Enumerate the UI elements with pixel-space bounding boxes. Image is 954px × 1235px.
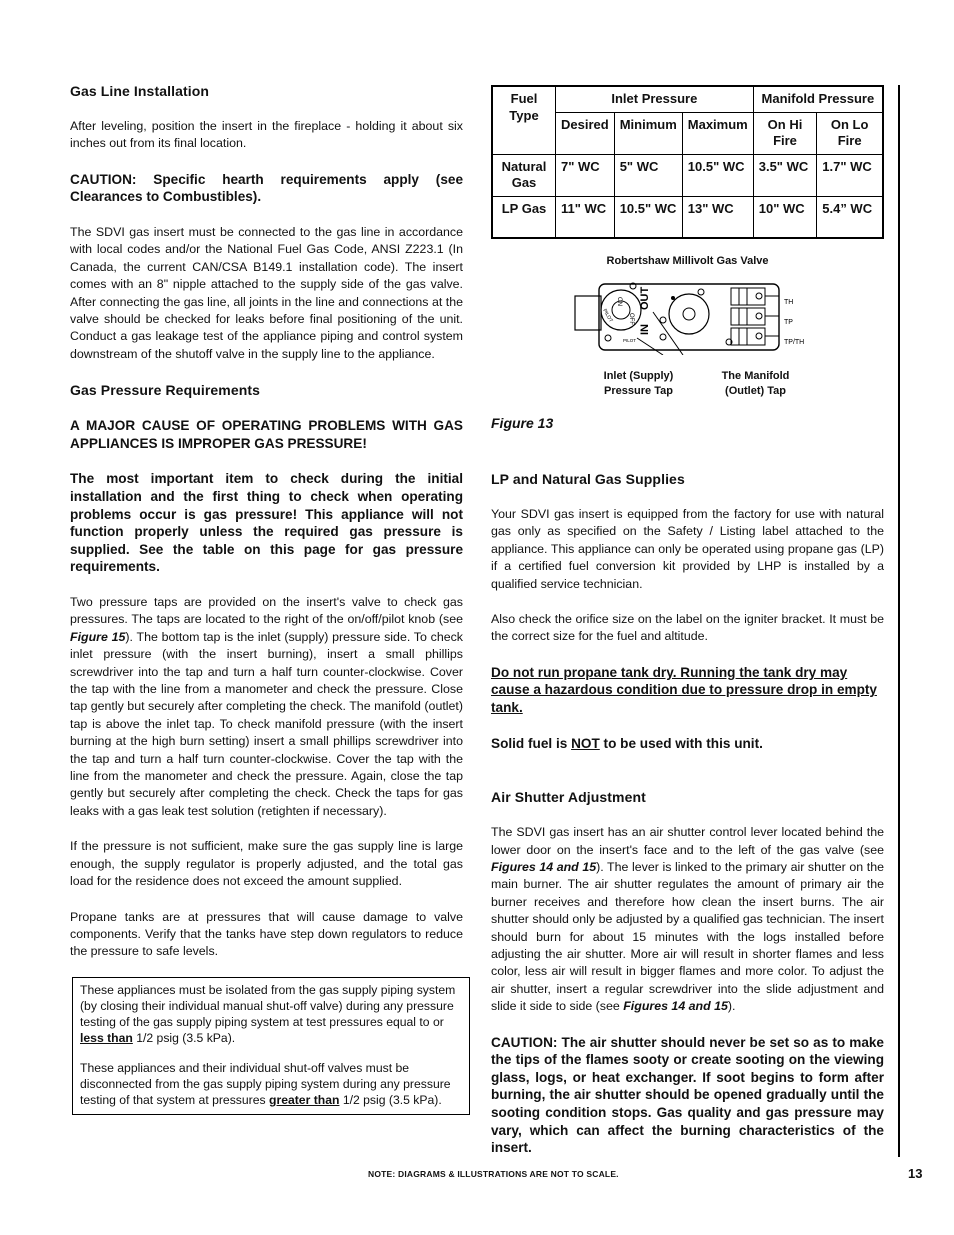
caution-air-shutter: CAUTION: The air shutter should never be set so as to make the tips of the flames sooty or create sooting on the viewing glass, logs, or heat exchanger. If soot begins to form after burning, the air shutter should be opened gradually until the sooting condition stops. Gas quality and gas pressure may vary, which can affect the burning characteristics of the insert. [491,1034,884,1156]
gas-valve-diagram [571,280,811,355]
svg-text:TH: TH [784,299,794,306]
gas-pressure-heading: Gas Pressure Requirements [70,382,261,399]
svg-text:PILOT: PILOT [623,338,637,343]
cell-fuel: LP Gas [492,196,556,238]
cell-desired: 7" WC [556,154,615,196]
cell-on-lo: 5.4” WC [817,196,883,238]
page-number: 13 [908,1166,923,1181]
major-cause-warning: A MAJOR CAUSE OF OPERATING PROBLEMS WITH GAS APPLIANCES IS IMPROPER GAS PRESSURE! [70,418,463,451]
cell-fuel: Natural Gas [492,154,556,196]
figure-title: Robertshaw Millivolt Gas Valve [606,255,769,267]
svg-text:TP/TH: TP/TH [784,339,805,346]
header-inlet-pressure: Inlet Pressure [556,86,754,112]
cell-maximum: 10.5" WC [682,154,753,196]
header-minimum: Minimum [614,112,682,154]
cell-minimum: 10.5" WC [614,196,682,238]
lp-supplies-paragraph: Your SDVI gas insert is equipped from the factory for use with natural gas only as specified on the Safety / Listing label attached to the appliance. This appliance can only be operated using propane gas (LP) if a certified fuel conversion kit provided by LHP is installed by a qualified service technician. [491,507,884,591]
air-shutter-heading: Air Shutter Adjustment [491,789,646,806]
right-text-flow [491,470,884,1157]
header-manifold-pressure: Manifold Pressure [753,86,883,112]
notice-paragraph-2: These appliances and their individual shut-off valves must be disconnected from the gas supply piping system during any pressure testing of that system at pressures greater than 1/2 psig (3.5 kPa). [80,1060,451,1107]
cell-on-lo: 1.7" WC [817,154,883,196]
pressure-taps-paragraph: Two pressure taps are provided on the insert's valve to check gas pressures. The taps are located to the right of the on/off/pilot knob (see Figure 15). The bottom tap is the inlet (supply) pressure side. To check inlet pressure (with the insert burning), insert a small phillips screwdriver into the tap and turn a half turn counter-clockwise. Cover the tap with the line from a manometer and check the pressure. Close tap gently but securely after completing the check. The manifold (outlet) tap is above the inlet tap. To check manifold pressure (with the insert burning at the high burn setting) insert a small phillips screwdriver into the tap and turn a half turn counter-clockwise. Cover the tap with the line from the manometer and check the pressure. Again, close the tap gently but securely after completing the check. Check the taps for gas leaks with a gas leak test solution (retighten if necessary). [70,595,464,818]
propane-tanks-paragraph: Propane tanks are at pressures that will cause damage to valve components. Verify that the tanks have step down regulators to reduce the pressure to safe levels. [70,909,463,959]
cell-maximum: 13" WC [682,196,753,238]
figure-15-reference: Figure 15 [70,629,126,644]
header-fuel-type: Fuel Type [492,86,556,154]
header-on-hi-fire: On Hi Fire [753,112,817,154]
left-column [70,82,463,1115]
gas-line-heading: Gas Line Installation [70,83,210,99]
gas-valve-figure [491,85,884,455]
figure-caption: Figure 13 [491,415,554,431]
gas-line-paragraph: After leveling, position the insert in the fireplace - holding it about six inches out from its final location. [70,119,463,151]
notice-paragraph-1: These appliances must be isolated from the gas supply piping system (by closing their individual manual shut-off valve) during any pressure testing of the gas supply piping system at test pressures equal to or less than 1/2 psig (3.5 kPa). [80,982,456,1045]
svg-text:OUT: OUT [639,286,651,310]
header-on-lo-fire: On Lo Fire [817,112,883,154]
cell-minimum: 5" WC [614,154,682,196]
caution-hearth: CAUTION: Specific hearth requirements apply (see Clearances to Combustibles). [70,171,463,205]
header-maximum: Maximum [682,112,753,154]
lp-natural-gas-heading: LP and Natural Gas Supplies [491,471,685,487]
air-shutter-paragraph: The SDVI gas insert has an air shutter control lever located behind the lower door on the insert's face and to the left of the gas valve (see Figures 14 and 15). The lever is linked to the primary air shutter on the main burner. The air shutter regulates the amount of primary air the burner receives and therefore how clean the insert burns. The air shutter should only be adjusted by a qualified gas technician. The insert should burn for about 15 minutes with the logs installed before adjusting the air shutter. More air will result in shorter flames and less color, less air will result in bigger flames and more color. To adjust the air shutter, insert a regular screwdriver into the slide adjustment and slide it side to side (see Figures 14 and 15). [491,825,884,1014]
cell-on-hi: 10" WC [753,196,817,238]
svg-text:ON: ON [616,297,622,306]
gas-line-connection-paragraph: The SDVI gas insert must be connected to the gas line in accordance with local codes and/or the National Fuel Gas Code, ANSI Z223.1 (In Canada, the current CAN/CSA B149.1 installation code). The insert comes with an 8" nipple attached to the supply side of the gas valve. After connecting the gas line, all joints in the line and connections at the valve should be checked for leaks before final positioning of the unit. Conduct a gas leakage test of the appliance piping and control system downstream of the shutoff valve in the supply line to the appliance. [70,225,463,361]
svg-text:OFF: OFF [628,313,634,325]
orifice-paragraph: Also check the orifice size on the label on the igniter bracket. It must be the correct size for the fuel and altitude. [491,612,884,644]
pressure-insufficient-paragraph: If the pressure is not sufficient, make sure the gas supply line is large enough, the supply regulator is properly adjusted, and the total gas load for the residence does not exceed the amount supplied. [70,839,463,889]
header-desired: Desired [556,112,615,154]
manifold-tap-label: The Manifold (Outlet) Tap [721,370,790,397]
cell-on-hi: 3.5" WC [753,154,817,196]
propane-dry-warning: Do not run propane tank dry. Running the tank dry may cause a hazardous condition due to pressure drop in empty tank. [491,664,877,716]
solid-fuel-warning: Solid fuel is NOT to be used with this unit. [491,735,763,751]
column-divider [898,85,900,1157]
svg-text:TP: TP [784,319,793,326]
most-important-paragraph: The most important item to check during the initial installation and the first thing to check when operating problems occur is gas pressure! This appliance will not function properly unless the required gas pressure is supplied. See the table on this page for gas pressure requirements. [70,471,463,575]
inlet-tap-label: Inlet (Supply) Pressure Tap [603,370,674,397]
footer-note: NOTE: DIAGRAMS & ILLUSTRATIONS ARE NOT TO SCALE. [368,1169,619,1179]
svg-text:PILOT: PILOT [601,308,614,324]
cell-desired: 11" WC [556,196,615,238]
isolation-notice-box [72,977,470,1115]
right-column [491,85,884,1156]
svg-text:IN: IN [639,324,651,335]
